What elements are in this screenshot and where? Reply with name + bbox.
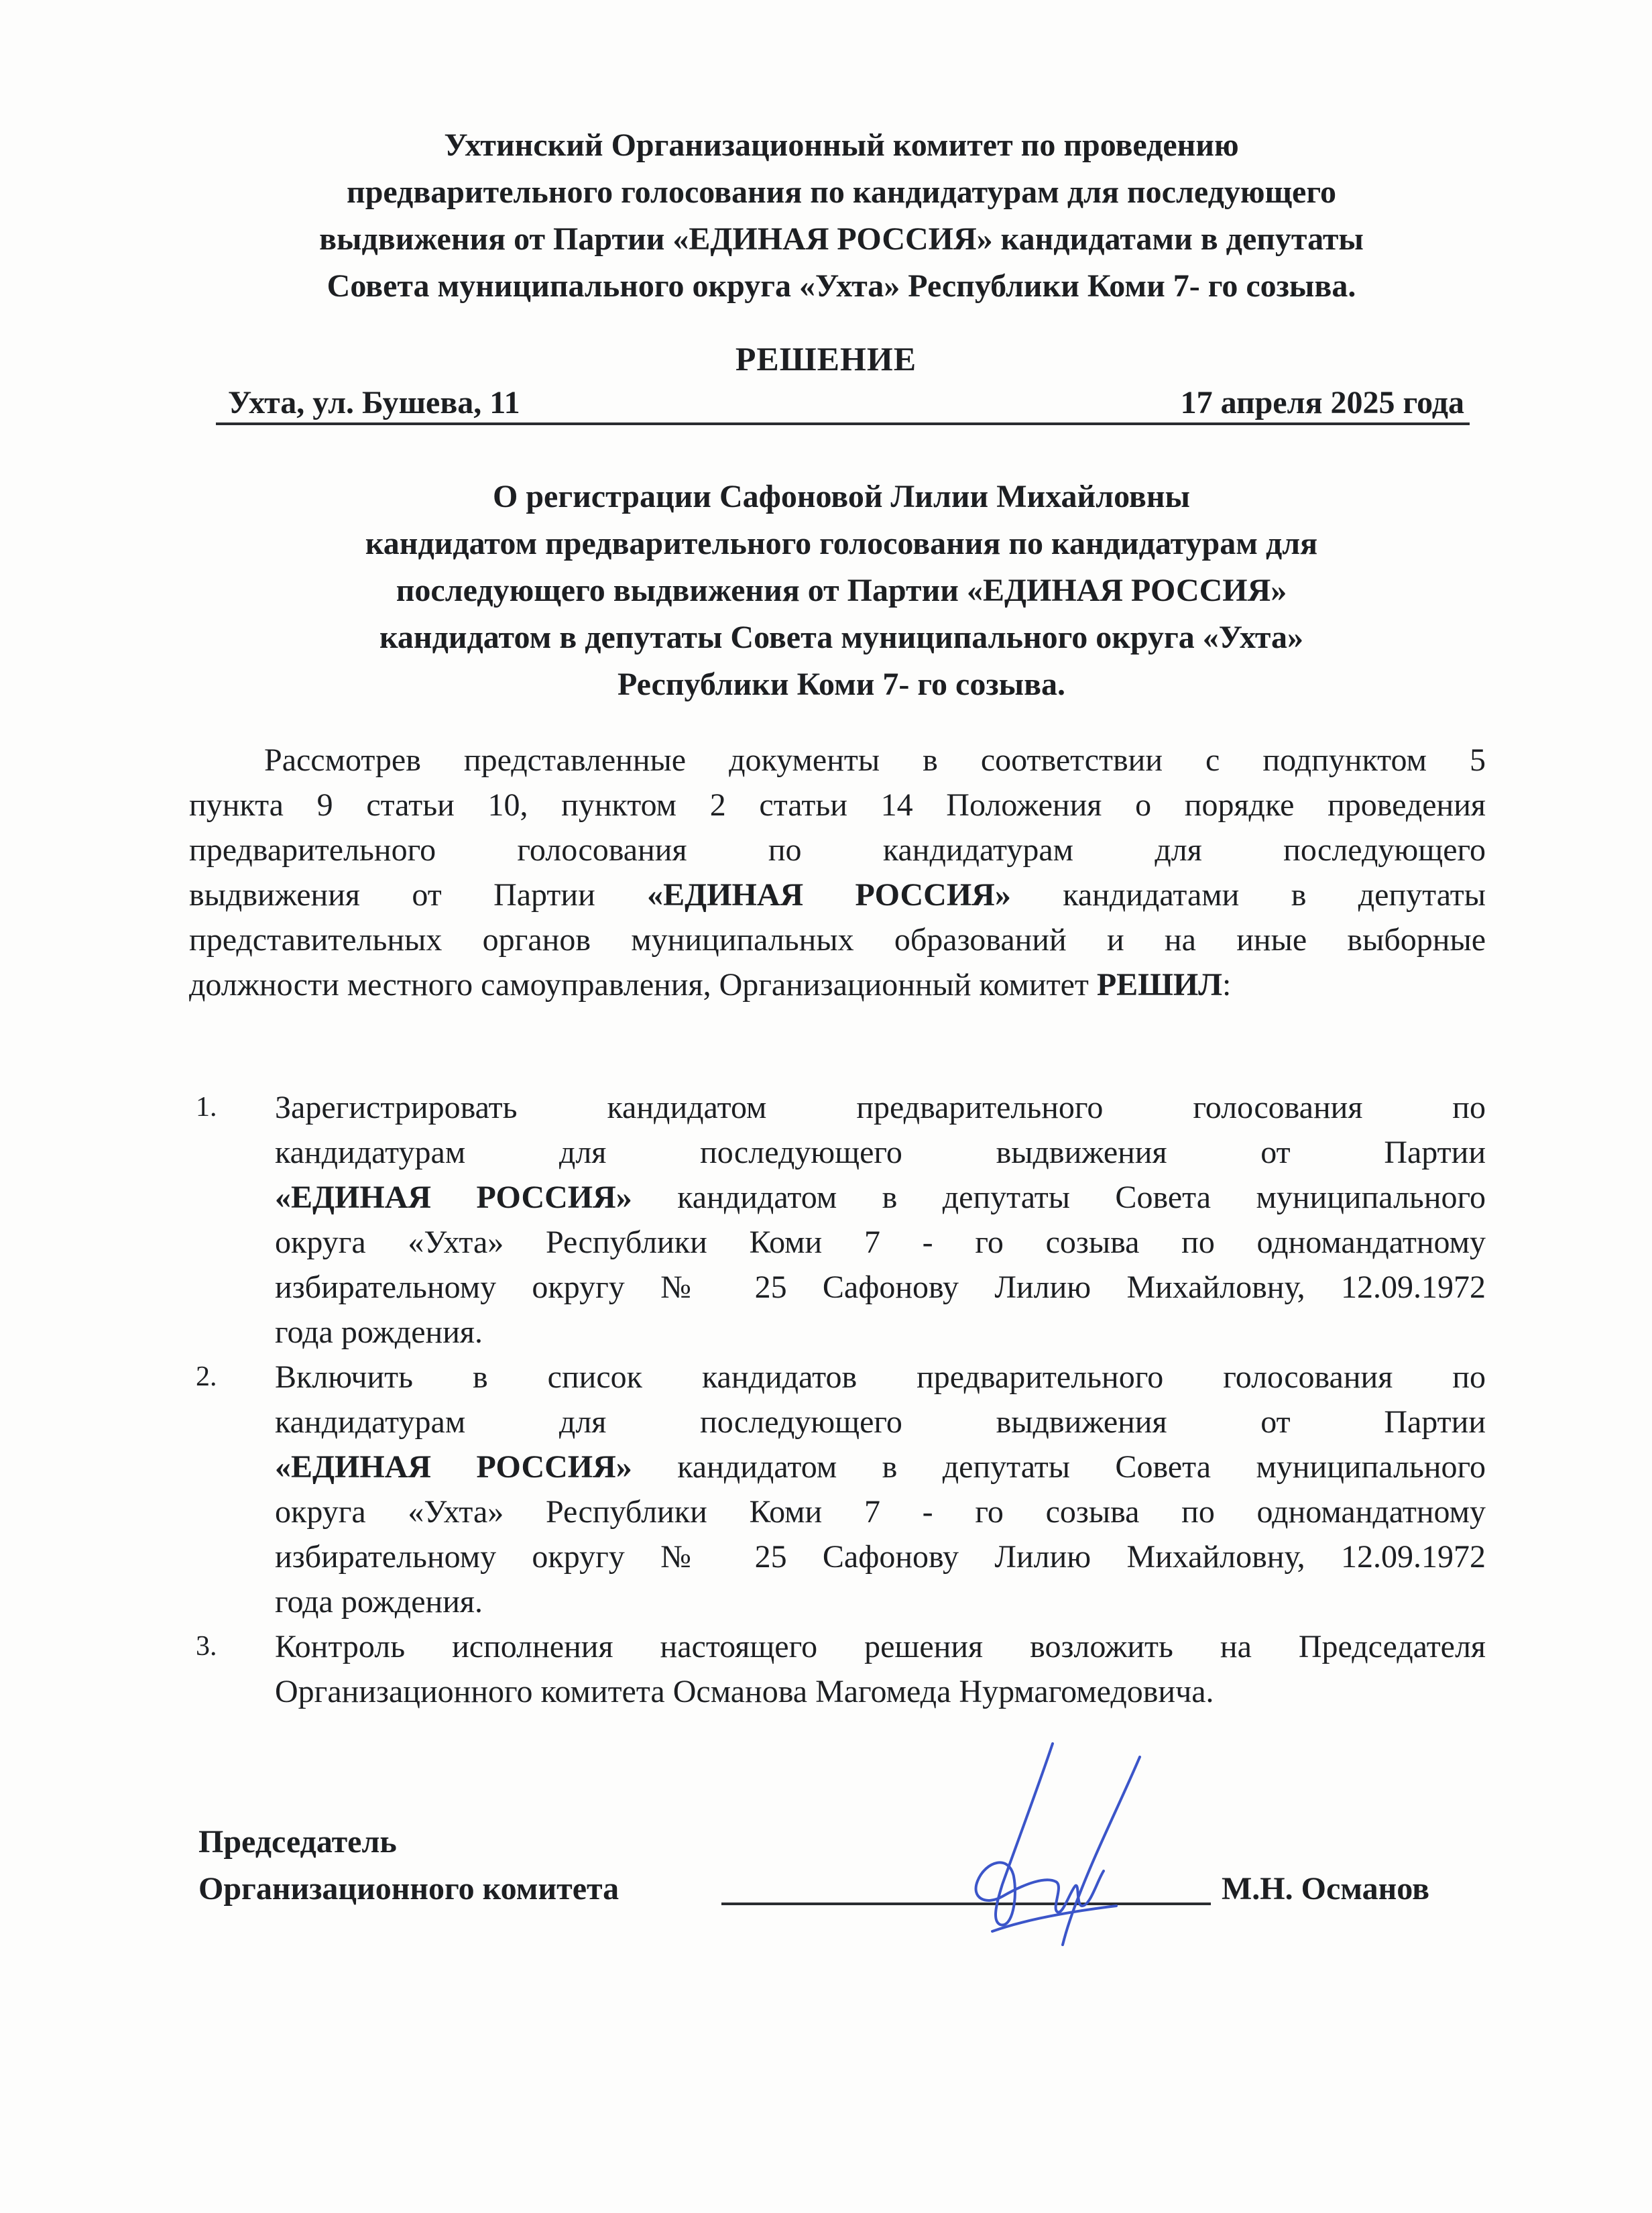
header-line: Совета муниципального округа «Ухта» Республики Коми 7- го созыва. (327, 268, 1356, 304)
intro-line: предварительного голосования по кандидатурам для последующего (189, 832, 1486, 868)
item-line: Организационного комитета Османова Магомеда Нурмагомедовича. (275, 1674, 1214, 1709)
header-line: выдвижения от Партии «ЕДИНАЯ РОССИЯ» кандидатами в депутаты (319, 221, 1364, 257)
item-line: избирательному округу № 25 Сафонову Лилию Михайловну, 12.09.1972 (275, 1269, 1486, 1305)
item-line: округа «Ухта» Республики Коми 7 - го созыва по одномандатному (275, 1494, 1486, 1530)
party-name: «ЕДИНАЯ РОССИЯ» (275, 1180, 632, 1215)
item-line: года рождения. (275, 1584, 483, 1620)
item-line: кандидатурам для последующего выдвижения от Партии (275, 1404, 1486, 1440)
decision-subject (174, 473, 1509, 708)
list-item-number: 1. (196, 1092, 217, 1123)
item-line: избирательному округу № 25 Сафонову Лилию Михайловну, 12.09.1972 (275, 1539, 1486, 1575)
subject-line: Республики Коми 7- го созыва. (617, 667, 1066, 702)
list-item-number: 3. (196, 1631, 217, 1662)
intro-line: пункта 9 статьи 10, пунктом 2 статьи 14 Положения о порядке проведения (189, 787, 1486, 823)
place-date-row (216, 381, 1470, 425)
item-line: Зарегистрировать кандидатом предварительного голосования по (275, 1090, 1486, 1125)
header-line: Ухтинский Организационный комитет по проведению (444, 127, 1239, 163)
subject-line: кандидатом предварительного голосования по кандидатурам для (365, 526, 1318, 561)
decision-title: РЕШЕНИЕ (735, 340, 917, 378)
item-line: Контроль исполнения настоящего решения возложить на Председателя (275, 1629, 1486, 1664)
decision-date: 17 апреля 2025 года (1180, 385, 1464, 420)
intro-line (189, 962, 1486, 1007)
intro-text: кандидатами в депутаты (1063, 877, 1486, 913)
resolved-word: РЕШИЛ (1096, 967, 1222, 1003)
party-name: «ЕДИНАЯ РОССИЯ» (647, 877, 1011, 913)
item-line: года рождения. (275, 1314, 483, 1350)
subject-line: О регистрации Сафоновой Лилии Михайловны (493, 479, 1190, 514)
intro-paragraph (189, 738, 1486, 1007)
item-text: кандидатом в депутаты Совета муниципального (677, 1180, 1486, 1215)
intro-text: выдвижения от Партии (189, 877, 595, 913)
header-line: предварительного голосования по кандидатурам для последующего (347, 174, 1336, 210)
role-line: Председатель (198, 1824, 397, 1860)
handwritten-signature (939, 1730, 1160, 1951)
intro-text: : (1222, 967, 1232, 1003)
list-item-number: 2. (196, 1361, 217, 1392)
item-line (275, 1175, 1486, 1220)
item-line: кандидатурам для последующего выдвижения от Партии (275, 1135, 1486, 1170)
signature-stroke (976, 1744, 1104, 1925)
list-item (189, 1085, 1486, 1355)
intro-line (189, 872, 1486, 917)
party-name: «ЕДИНАЯ РОССИЯ» (275, 1449, 632, 1485)
signatory-role (198, 1819, 619, 1913)
subject-line: последующего выдвижения от Партии «ЕДИНАЯ РОССИЯ» (396, 573, 1287, 608)
intro-line: Рассмотрев представленные документы в соответствии с подпунктом 5 (264, 742, 1486, 778)
list-item (189, 1624, 1486, 1714)
decision-place: Ухта, ул. Бушева, 11 (228, 385, 520, 420)
item-line: Включить в список кандидатов предварительного голосования по (275, 1359, 1486, 1395)
item-line: округа «Ухта» Республики Коми 7 - го созыва по одномандатному (275, 1225, 1486, 1260)
signatory-name: М.Н. Османов (1222, 1871, 1430, 1907)
decision-items (189, 1085, 1486, 1714)
list-item (189, 1355, 1486, 1624)
signature-stroke (1063, 1757, 1140, 1945)
intro-text: должности местного самоуправления, Организационный комитет (189, 967, 1089, 1003)
item-line (275, 1444, 1486, 1489)
role-line: Организационного комитета (198, 1871, 620, 1907)
subject-line: кандидатом в депутаты Совета муниципального округа «Ухта» (379, 620, 1304, 655)
item-text: кандидатом в депутаты Совета муниципального (677, 1449, 1486, 1485)
document-header (174, 122, 1509, 310)
intro-line: представительных органов муниципальных образований и на иные выборные (189, 922, 1486, 958)
